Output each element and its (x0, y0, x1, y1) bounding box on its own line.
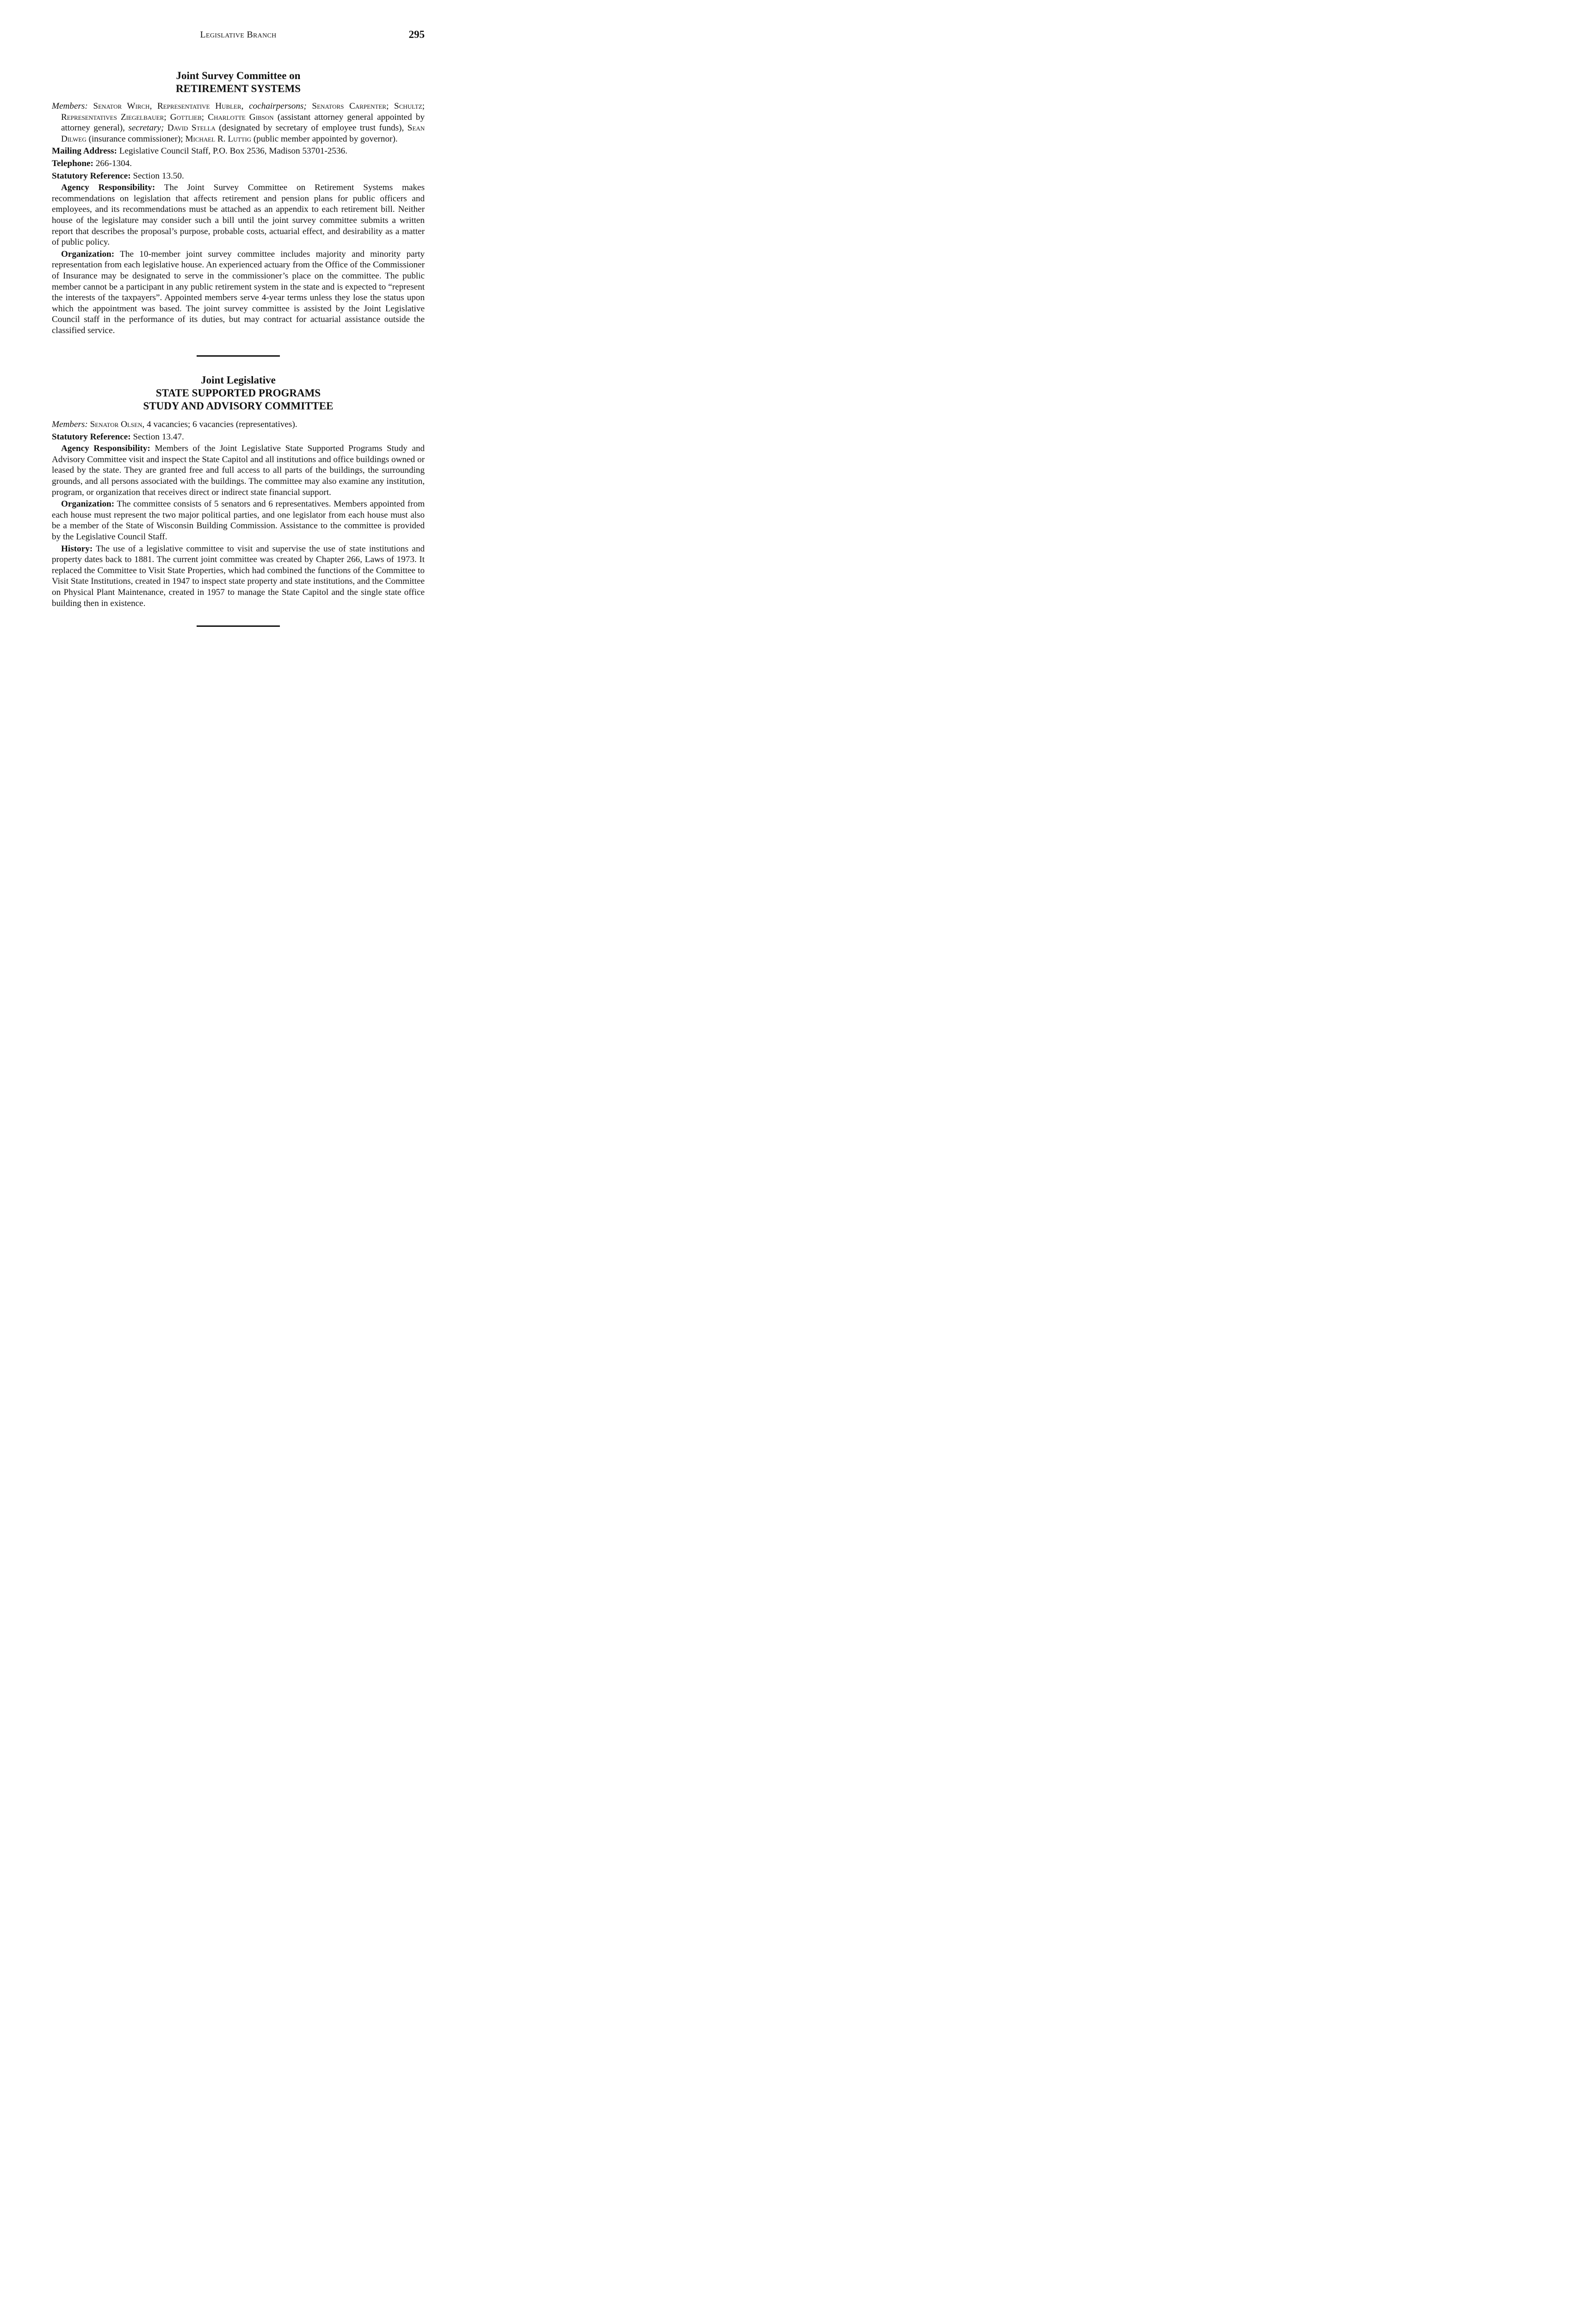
section-heading (52, 69, 425, 95)
mailing-address (52, 146, 425, 157)
page-number: 295 (408, 29, 425, 40)
telephone (52, 158, 425, 169)
history (52, 544, 425, 609)
members-list: Members: Senator Wirch, Representative Hubler, cochairpersons; Senators Carpenter; Schultz; Representatives Ziegelbauer; Gottlieb; Charlotte Gibson (assistant attorney general appointed by attorney general), secretary; David Stella (designated by secretary of employee trust funds), Sean Dilweg (insurance commissioner); Michael R. Luttig (public member appointed by governor). (52, 101, 425, 144)
member-name: Senator Wirch (93, 101, 150, 111)
member-name: Senators Carpenter (312, 101, 386, 111)
section-heading (52, 374, 425, 413)
member-note: (public member appointed by governor). (253, 134, 398, 144)
member-name: Gottlieb (170, 112, 202, 122)
running-head-title: Legislative Branch (200, 30, 277, 40)
organization (52, 249, 425, 336)
member-name: David Stella (167, 123, 216, 133)
member-role: cochairpersons; (249, 101, 307, 111)
section-divider (197, 625, 280, 627)
field-label: Mailing Address: (52, 146, 117, 156)
member-note: (assistant attorney general appointed by attorney general), (61, 112, 425, 133)
state-supported-programs-section (52, 374, 425, 609)
members-label: Members: (52, 101, 88, 111)
heading-line-3: STUDY AND ADVISORY COMMITTEE (143, 400, 334, 412)
member-role: secretary; (128, 123, 164, 133)
member-name: Representative Hubler (157, 101, 241, 111)
member-note: (designated by secretary of employee trust funds), (219, 123, 404, 133)
heading-line-2: RETIREMENT SYSTEMS (176, 83, 301, 94)
member-name: Senator Olsen (90, 420, 142, 429)
paragraph-text: The use of a legislative committee to visit and supervise the use of state institutions and property dates back to 1881. The current joint committee was created by Chapter 266, Laws of 1973. It replaced the Committee to Visit State Properties, which had combined the functions of the Committee to Visit State Institutions, created in 1947 to inspect state property and state institutions, and the Committee on Physical Plant Maintenance, created in 1957 to manage the State Capitol and the single state office building then in existence. (52, 544, 425, 608)
paragraph-text: The 10-member joint survey committee includes majority and minority party representation from each legislative house. An experienced actuary from the Office of the Commissioner of Insurance may be designated to serve in the commissioner’s place on the committee. The public member cannot be a participant in any public retirement system in the state and is expected to “represent the interests of the taxpayers”. Appointed members serve 4-year terms unless they lose the status upon which the appointment was based. The joint survey committee is assisted by the Joint Legislative Council staff in the performance of its duties, but may contract for actuarial assistance outside the classified service. (52, 249, 425, 335)
paragraph-label: Agency Responsibility: (61, 444, 150, 454)
field-label: Statutory Reference: (52, 171, 131, 181)
paragraph-text: The Joint Survey Committee on Retirement Systems makes recommendations on legislation that affects retirement and pension plans for public officers and employees, and its recommendations must be attached as an appendix to each retirement bill. Neither house of the legislature may consider such a bill until the joint survey committee submits a written report that describes the proposal’s purpose, probable costs, actuarial effect, and desirability as a matter of public policy. (52, 183, 425, 247)
paragraph-text: Members of the Joint Legislative State Supported Programs Study and Advisory Committee visit and inspect the State Capitol and all institutions and office buildings owned or leased by the state. They are granted free and full access to all parts of the buildings, the surrounding grounds, and all persons associated with the buildings. The committee may also examine any institution, program, or organization that receives direct or indirect state financial support. (52, 444, 425, 497)
field-label: Statutory Reference: (52, 432, 131, 442)
heading-line-1: Joint Legislative (201, 374, 276, 386)
organization (52, 499, 425, 542)
member-name: Charlotte Gibson (208, 112, 274, 122)
agency-responsibility (52, 443, 425, 498)
section-divider (197, 355, 280, 357)
field-value: 266-1304. (95, 158, 132, 168)
member-name: Sean Dilweg (61, 123, 425, 144)
member-name: Schultz (394, 101, 422, 111)
running-head (52, 29, 425, 43)
paragraph-label: History: (61, 544, 93, 554)
field-value: Section 13.50. (133, 171, 184, 181)
members-list (52, 419, 425, 430)
members-label: Members: (52, 420, 88, 429)
field-value: Legislative Council Staff, P.O. Box 2536, Madison 53701-2536. (119, 146, 347, 156)
heading-line-2: STATE SUPPORTED PROGRAMS (155, 387, 321, 399)
paragraph-text: The committee consists of 5 senators and 6 representatives. Members appointed from each house must represent the two major political parties, and one legislator from each house must also be a member of the State of Wisconsin Building Commission. Assistance to the committee is provided by the Legislative Council Staff. (52, 499, 425, 542)
field-label: Telephone: (52, 158, 93, 168)
paragraph-label: Agency Responsibility: (61, 183, 155, 193)
statutory-reference (52, 171, 425, 182)
member-name: Michael R. Luttig (185, 134, 252, 144)
member-note: (insurance commissioner); (88, 134, 183, 144)
paragraph-label: Organization: (61, 249, 115, 259)
paragraph-label: Organization: (61, 499, 115, 509)
agency-responsibility (52, 182, 425, 248)
heading-line-1: Joint Survey Committee on (176, 70, 301, 81)
retirement-systems-section (52, 69, 425, 336)
field-value: Section 13.47. (133, 432, 184, 442)
member-note: , 4 vacancies; 6 vacancies (representatives). (142, 420, 297, 429)
member-name: Representatives Ziegelbauer (61, 112, 164, 122)
statutory-reference (52, 432, 425, 443)
